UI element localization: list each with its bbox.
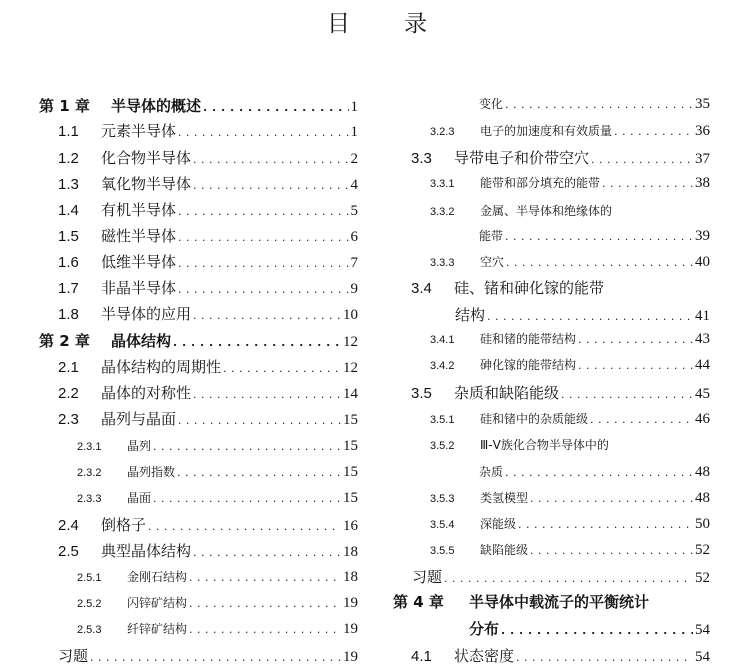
toc-entry-title: 晶体结构: [111, 332, 172, 350]
toc-entry-page: 19: [343, 649, 358, 665]
toc-entry-number: 2.5.3: [77, 624, 102, 636]
toc-entry: [393, 277, 710, 298]
toc-entry-page: 35: [695, 96, 710, 112]
toc-entry-number: 2.3.2: [77, 467, 102, 479]
toc-entry-number: 3.3.3: [430, 257, 455, 269]
toc-entry-number: 3.5.1: [430, 414, 455, 426]
toc-entry-page: 18: [343, 569, 358, 585]
toc-entry-number: 3.5: [411, 385, 432, 402]
toc-entry-number: 2.3.1: [77, 441, 102, 453]
toc-entry: [39, 463, 358, 481]
toc-entry-page: 52: [695, 542, 710, 558]
toc-entry-title: 磁性半导体: [101, 227, 177, 245]
toc-entry-number: 3.4.1: [430, 334, 455, 346]
dot-leader: [590, 413, 693, 426]
dot-leader: [193, 153, 348, 166]
toc-entry-number: 3.4.2: [430, 360, 455, 372]
toc-entry-title: 砷化镓的能带结构: [480, 358, 577, 372]
toc-entry-number: 1.7: [58, 280, 79, 297]
toc-entry-title: 习题: [412, 568, 443, 586]
toc-entry: [393, 227, 710, 245]
dot-leader: [178, 126, 348, 139]
toc-entry-title: 半导体的概述: [111, 97, 202, 115]
toc-entry-number: 3.4: [411, 280, 432, 297]
dot-leader: [178, 205, 348, 218]
toc-entry-title: 有机半导体: [101, 201, 177, 219]
toc-entry: [393, 122, 710, 140]
toc-entry-number: 2.5.1: [77, 572, 102, 584]
toc-entry: [393, 147, 710, 168]
toc-entry: [39, 594, 358, 612]
toc-entry: [393, 645, 710, 666]
toc-entry-title: 硅和锗的能带结构: [480, 332, 577, 346]
toc-entry-page: 36: [695, 123, 710, 139]
toc-entry: [39, 199, 358, 220]
toc-entry-number: 2.4: [58, 517, 79, 534]
toc-entry-page: 48: [695, 464, 710, 480]
toc-entry-title: 杂质: [479, 465, 504, 479]
toc-entry: [393, 304, 710, 325]
toc-entry-page: 54: [695, 649, 710, 665]
toc-entry: [393, 95, 710, 113]
toc-entry-title: 硅、锗和砷化镓的能带: [454, 279, 605, 297]
toc-entry-title: 能带和部分填充的能带: [480, 176, 601, 190]
dot-leader: [602, 177, 693, 190]
toc-entry: [39, 645, 358, 666]
toc-entry: [393, 618, 710, 639]
toc-entry-number: 1.5: [58, 228, 79, 245]
toc-entry-title: 深能级: [480, 517, 517, 531]
toc-entry-page: 2: [350, 151, 358, 167]
toc-entry-page: 19: [343, 595, 358, 611]
toc-entry-title: 硅和锗中的杂质能级: [480, 412, 589, 426]
dot-leader: [505, 230, 693, 243]
toc-entry-number: 4.1: [411, 648, 432, 665]
toc-entry: [39, 437, 358, 455]
toc-entry-title: 金属、半导体和绝缘体的: [480, 204, 613, 218]
toc-entry-title: 半导体的应用: [101, 305, 192, 323]
dot-leader: [530, 544, 693, 557]
toc-entry-number: 3.3.1: [430, 178, 455, 190]
dot-leader: [153, 440, 341, 453]
toc-entry-page: 7: [350, 255, 358, 271]
toc-entry-number: 1.2: [58, 150, 79, 167]
toc-entry: [393, 463, 710, 481]
toc-entry-title: 典型晶体结构: [101, 542, 192, 560]
toc-entry-number: 3.3.2: [430, 206, 455, 218]
toc-entry-number: 1.3: [58, 176, 79, 193]
dot-leader: [614, 125, 693, 138]
toc-entry-title: 分布: [469, 620, 500, 638]
toc-entry-title: 闪锌矿结构: [127, 596, 188, 610]
toc-entry: [39, 514, 358, 535]
toc-entry-title: 倒格子: [101, 516, 147, 534]
dot-leader: [193, 388, 341, 401]
toc-entry: [393, 330, 710, 348]
toc-entry-page: 6: [350, 229, 358, 245]
toc-entry-title: 金刚石结构: [127, 570, 188, 584]
toc-entry-page: 43: [695, 331, 710, 347]
toc-entry-title: 晶列: [127, 439, 152, 453]
dot-leader: [578, 333, 693, 346]
toc-entry: [393, 541, 710, 559]
toc-entry-number: 2.5: [58, 543, 79, 560]
toc-entry-page: 48: [695, 490, 710, 506]
toc-entry-number: 3.2.3: [430, 126, 455, 138]
toc-entry-page: 45: [695, 386, 710, 402]
toc-entry-page: 1: [350, 99, 358, 115]
toc-entry: [393, 202, 710, 219]
toc-entry: [39, 251, 358, 272]
toc-entry-title: 晶列与晶面: [101, 410, 177, 428]
toc-entry: [39, 408, 358, 429]
toc-entry-title: 半导体中载流子的平衡统计: [469, 593, 650, 611]
toc-entry: [39, 540, 358, 561]
toc-entry-title: 氧化物半导体: [101, 175, 192, 193]
toc-entry-page: 14: [343, 386, 358, 402]
toc-entry-title: 晶列指数: [127, 465, 176, 479]
toc-entry-number: 2.3: [58, 411, 79, 428]
toc-entry: [393, 515, 710, 533]
dot-leader: [505, 466, 693, 479]
toc-entry-page: 4: [350, 177, 358, 193]
toc-entry-title: 空穴: [480, 255, 505, 269]
page-title: [0, 2, 756, 40]
toc-entry-title: 类氢模型: [480, 491, 529, 505]
toc-entry-title: 电子的加速度和有效质量: [480, 124, 613, 138]
toc-entry-title: 元素半导体: [101, 122, 177, 140]
toc-entry-number: 3.5.5: [430, 545, 455, 557]
dot-leader: [501, 624, 693, 637]
toc-entry: [39, 120, 358, 141]
dot-leader: [153, 492, 341, 505]
toc-entry: [39, 356, 358, 377]
dot-leader: [173, 336, 341, 349]
toc-entry: [393, 174, 710, 192]
toc-entry: [39, 303, 358, 324]
toc-entry: [393, 410, 710, 428]
toc-entry-title: 结构: [455, 306, 486, 324]
dot-leader: [189, 623, 341, 636]
toc-entry: [39, 147, 358, 168]
dot-leader: [444, 572, 693, 585]
dot-leader: [177, 466, 341, 479]
toc-entry: [393, 356, 710, 374]
dot-leader: [193, 309, 341, 322]
dot-leader: [516, 651, 693, 664]
toc-entry-number: 第 4 章: [393, 593, 444, 611]
toc-entry-page: 41: [695, 308, 710, 324]
toc-entry-number: 2.2: [58, 385, 79, 402]
toc-entry-title: Ⅲ-Ⅴ族化合物半导体中的: [480, 438, 609, 452]
dot-leader: [178, 231, 348, 244]
title-part-1: 目: [327, 10, 352, 37]
toc-entry-page: 1: [350, 124, 358, 140]
toc-entry: [393, 382, 710, 403]
dot-leader: [178, 283, 348, 296]
toc-entry-number: 第 1 章: [39, 97, 90, 115]
toc-entry-title: 能带: [479, 229, 504, 243]
toc-entry-page: 40: [695, 254, 710, 270]
toc-entry: [39, 95, 358, 116]
toc-entry-number: 第 2 章: [39, 332, 90, 350]
dot-leader: [518, 518, 693, 531]
toc-entry-number: 2.3.3: [77, 493, 102, 505]
toc-entry: [393, 591, 710, 612]
dot-leader: [178, 414, 341, 427]
toc-entry-title: 纤锌矿结构: [127, 622, 188, 636]
toc-entry-page: 19: [343, 621, 358, 637]
dot-leader: [193, 179, 348, 192]
dot-leader: [487, 310, 693, 323]
toc-entry: [39, 568, 358, 586]
dot-leader: [178, 257, 348, 270]
toc-entry-number: 3.5.3: [430, 493, 455, 505]
dot-leader: [90, 651, 341, 664]
toc-entry-title: 晶体结构的周期性: [101, 358, 222, 376]
toc-entry-page: 10: [343, 307, 358, 323]
toc-entry-number: 1.8: [58, 306, 79, 323]
toc-entry: [39, 489, 358, 507]
toc-entry: [39, 620, 358, 638]
toc-entry-page: 52: [695, 570, 710, 586]
toc-entry-page: 9: [350, 281, 358, 297]
dot-leader: [505, 98, 693, 111]
dot-leader: [203, 101, 348, 114]
toc-entry-page: 15: [343, 412, 358, 428]
toc-entry-page: 37: [695, 151, 710, 167]
dot-leader: [530, 492, 693, 505]
toc-entry-page: 18: [343, 544, 358, 560]
toc-entry-page: 44: [695, 357, 710, 373]
toc-entry-number: 2.1: [58, 359, 79, 376]
toc-entry: [39, 330, 358, 351]
toc-entry: [393, 489, 710, 507]
toc-entry-page: 15: [343, 438, 358, 454]
toc-entry-number: 2.5.2: [77, 598, 102, 610]
toc-entry-title: 晶面: [127, 491, 152, 505]
toc-entry-page: 15: [343, 490, 358, 506]
toc-entry-number: 1.6: [58, 254, 79, 271]
toc-entry-title: 化合物半导体: [101, 149, 192, 167]
toc-entry-title: 习题: [58, 647, 89, 665]
toc-entry-page: 50: [695, 516, 710, 532]
toc-entry-page: 15: [343, 464, 358, 480]
toc-entry-title: 杂质和缺陷能级: [454, 384, 560, 402]
toc-entry-page: 12: [343, 334, 358, 350]
title-part-2: 录: [404, 10, 429, 37]
dot-leader: [193, 546, 341, 559]
toc-entry-page: 39: [695, 228, 710, 244]
toc-entry: [393, 566, 710, 587]
toc-entry-page: 16: [343, 518, 358, 534]
toc-entry: [39, 173, 358, 194]
toc-entry-title: 状态密度: [454, 647, 515, 665]
toc-entry-number: 1.4: [58, 202, 79, 219]
dot-leader: [223, 362, 341, 375]
toc-entry-number: 1.1: [58, 123, 79, 140]
toc-entry-number: 3.5.4: [430, 519, 455, 531]
toc-entry-page: 46: [695, 411, 710, 427]
toc-entry: [393, 436, 710, 453]
toc-entry: [39, 277, 358, 298]
dot-leader: [561, 388, 693, 401]
dot-leader: [148, 520, 341, 533]
dot-leader: [189, 571, 341, 584]
toc-entry-page: 12: [343, 360, 358, 376]
toc-entry-page: 5: [350, 203, 358, 219]
dot-leader: [591, 153, 693, 166]
toc-entry-page: 54: [695, 622, 710, 638]
toc-entry-title: 低维半导体: [101, 253, 177, 271]
toc-entry-number: 3.3: [411, 150, 432, 167]
toc-entry-title: 缺陷能级: [480, 543, 529, 557]
dot-leader: [189, 597, 341, 610]
dot-leader: [506, 256, 693, 269]
toc-entry-number: 3.5.2: [430, 440, 455, 452]
toc-entry: [393, 253, 710, 271]
toc-entry: [39, 382, 358, 403]
toc-entry-title: 非晶半导体: [101, 279, 177, 297]
dot-leader: [578, 359, 693, 372]
toc-entry-title: 变化: [479, 97, 504, 111]
toc-entry-page: 38: [695, 175, 710, 191]
toc-entry-title: 导带电子和价带空穴: [454, 149, 590, 167]
toc-entry: [39, 225, 358, 246]
toc-entry-title: 晶体的对称性: [101, 384, 192, 402]
